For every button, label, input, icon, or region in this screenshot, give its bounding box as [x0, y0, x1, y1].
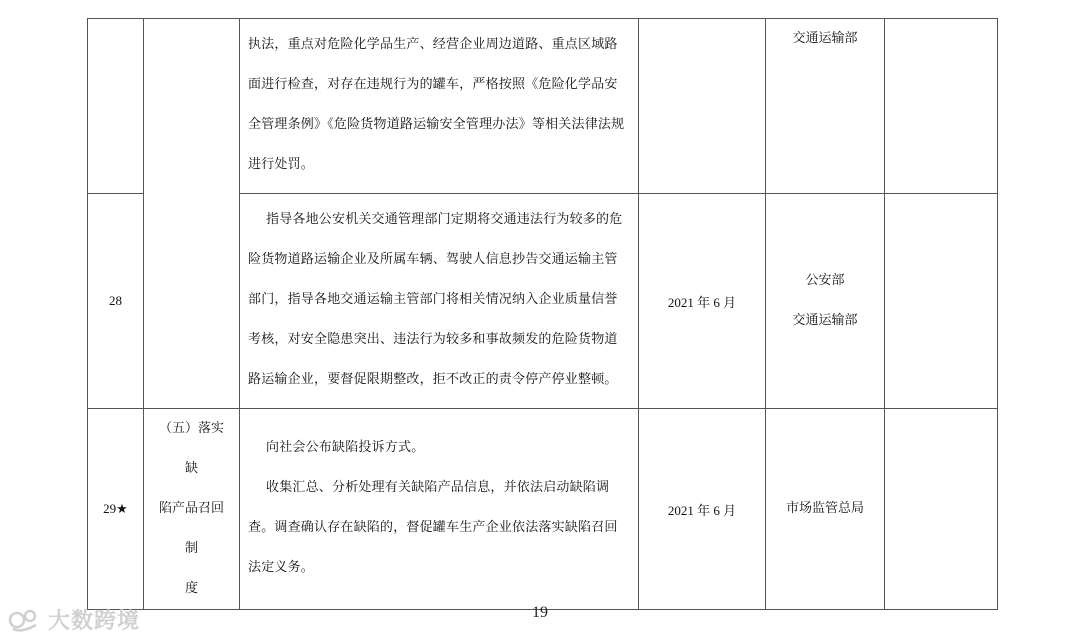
row-number: 28 [109, 293, 122, 308]
task-line: （五）落实缺 [158, 421, 224, 476]
description-line: 执法，重点对危险化学品生产、经营企业周边道路、重点区域路 [248, 37, 618, 52]
description-cell [240, 194, 639, 409]
time-cell [639, 409, 766, 610]
department-cell [766, 19, 885, 194]
table-row [88, 409, 998, 610]
note-cell [885, 409, 998, 610]
policy-table [87, 18, 998, 610]
description-cell [240, 19, 639, 194]
department-cell [766, 194, 885, 409]
row-number-cell [88, 409, 144, 610]
description-line: 查。调查确认存在缺陷的，督促罐车生产企业依法落实缺陷召回 [248, 520, 618, 535]
row-number: 29★ [103, 501, 128, 516]
description-line: 指导各地公安机关交通管理部门定期将交通违法行为较多的危 [266, 212, 623, 227]
description-line: 向社会公布缺陷投诉方式。 [266, 440, 425, 455]
table-row [88, 19, 998, 194]
watermark-text: 大数跨境 [48, 609, 141, 634]
task-line: 陷产品召回制 [158, 501, 224, 556]
department: 交通运输部 [792, 31, 858, 46]
page-number: 19 [532, 604, 548, 621]
task-line: 度 [184, 581, 198, 596]
note-cell [885, 19, 998, 194]
description-line: 路运输企业，要督促限期整改，拒不改正的责令停产停业整顿。 [248, 372, 618, 387]
description-line: 收集汇总、分析处理有关缺陷产品信息，并依法启动缺陷调 [266, 480, 610, 495]
description-line: 考核，对安全隐患突出、违法行为较多和事故频发的危险货物道 [248, 332, 618, 347]
watermark-logo-icon [8, 607, 42, 633]
description-line: 法定义务。 [248, 560, 315, 575]
description-line: 面进行检查，对存在违规行为的罐车，严格按照《危险化学品安 [248, 77, 618, 92]
description-line: 险货物道路运输企业及所属车辆、驾驶人信息抄告交通运输主管 [248, 252, 618, 267]
task-cell [144, 19, 240, 409]
task-cell [144, 409, 240, 610]
description-line: 进行处罚。 [248, 157, 315, 172]
description-line: 全管理条例》《危险货物道路运输安全管理办法》等相关法律法规 [248, 117, 625, 132]
department: 交通运输部 [792, 313, 858, 328]
time-cell [639, 194, 766, 409]
time-limit: 2021 年 6 月 [667, 294, 737, 310]
time-limit: 2021 年 6 月 [667, 502, 737, 518]
department-cell [766, 409, 885, 610]
description-line: 部门，指导各地交通运输主管部门将相关情况纳入企业质量信誉 [248, 292, 618, 307]
department: 公安部 [805, 273, 845, 288]
row-number-cell [88, 19, 144, 194]
description-cell [240, 409, 639, 610]
department: 市场监管总局 [785, 501, 864, 516]
watermark [8, 604, 140, 635]
note-cell [885, 194, 998, 409]
row-number-cell [88, 194, 144, 409]
time-cell [639, 19, 766, 194]
